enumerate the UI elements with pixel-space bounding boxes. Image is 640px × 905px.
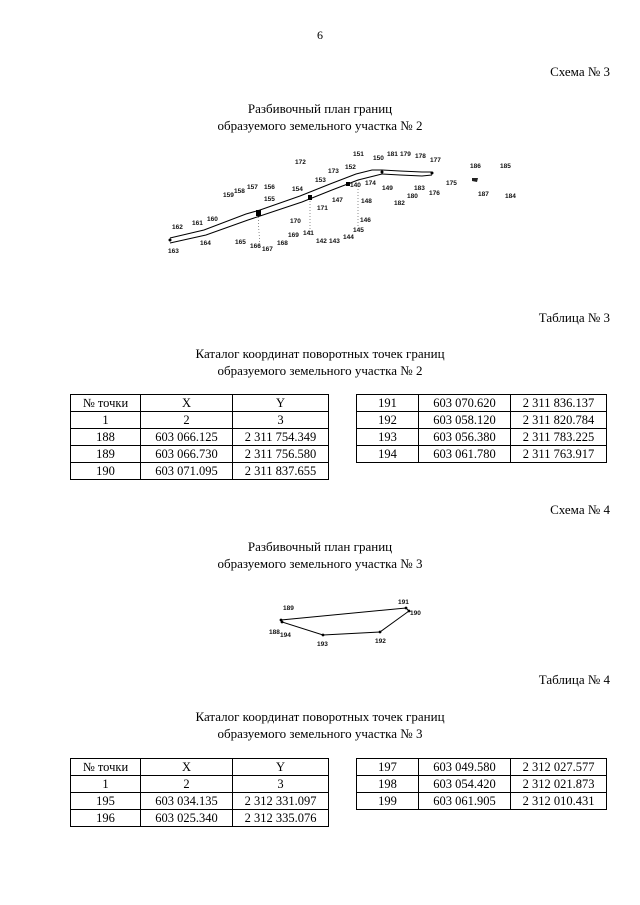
- table-header-row: [71, 759, 329, 776]
- page-number: 6: [317, 28, 323, 42]
- point-label: 184: [505, 193, 516, 200]
- point-label: 175: [446, 180, 457, 187]
- point-label: 155: [264, 196, 275, 203]
- table-colnum-row: [71, 776, 329, 793]
- cell: 190: [71, 463, 141, 480]
- cell: 603 034.135: [141, 793, 233, 810]
- cell: 188: [71, 429, 141, 446]
- marker: [322, 634, 325, 637]
- scheme4-point-labels: [269, 599, 421, 648]
- point-label: 159: [223, 192, 234, 199]
- cell: 2 311 837.655: [233, 463, 329, 480]
- scheme4-title: [0, 538, 640, 572]
- table-row: [357, 446, 607, 463]
- table4-title-line2: образуемого земельного участка № 3: [217, 726, 423, 741]
- table-row: [357, 776, 607, 793]
- point-label: 179: [400, 151, 411, 158]
- point-label: 174: [365, 180, 376, 187]
- parcel-3-boundary: [281, 608, 409, 635]
- point-label: 182: [394, 200, 405, 207]
- point-label: 180: [407, 193, 418, 200]
- point-label: 177: [430, 157, 441, 164]
- scheme3-title-line2: образуемого земельного участка № 2: [217, 118, 423, 133]
- point-label: 171: [317, 205, 328, 212]
- point-label: 166: [250, 243, 261, 250]
- cell: 195: [71, 793, 141, 810]
- scheme3-diagram: [160, 140, 530, 270]
- colnum-cell: 2: [141, 412, 233, 429]
- point-label: 189: [283, 605, 294, 612]
- point-label: 149: [382, 185, 393, 192]
- point-label: 153: [315, 177, 326, 184]
- cell: 2 311 836.137: [511, 395, 607, 412]
- cell: 603 058.120: [419, 412, 511, 429]
- point-label: 152: [345, 164, 356, 171]
- marker: [281, 621, 284, 624]
- cell: 603 066.730: [141, 446, 233, 463]
- table-colnum-row: [71, 412, 329, 429]
- point-label: 148: [361, 198, 372, 205]
- cell: 193: [357, 429, 419, 446]
- cell: 196: [71, 810, 141, 827]
- table3-right: [356, 394, 607, 463]
- point-label: 158: [234, 188, 245, 195]
- marker: [381, 171, 384, 174]
- cell: 603 070.620: [419, 395, 511, 412]
- table4-right: [356, 758, 607, 810]
- point-label: 172: [295, 159, 306, 166]
- marker: [431, 172, 434, 175]
- marker: [169, 239, 172, 242]
- cell: 2 311 763.917: [511, 446, 607, 463]
- cell: 194: [357, 446, 419, 463]
- point-label: 145: [353, 227, 364, 234]
- fragment-185-186: [472, 178, 478, 182]
- point-label: 170: [290, 218, 301, 225]
- point-label: 192: [375, 638, 386, 645]
- point-label: 162: [172, 224, 183, 231]
- marker: [256, 210, 261, 216]
- header-cell: X: [141, 759, 233, 776]
- scheme4-label: Схема № 4: [550, 502, 610, 517]
- point-label: 185: [500, 163, 511, 170]
- colnum-cell: 3: [233, 412, 329, 429]
- cell: 603 049.580: [419, 759, 511, 776]
- point-label: 150: [373, 155, 384, 162]
- cell: 603 061.905: [419, 793, 511, 810]
- cell: 603 054.420: [419, 776, 511, 793]
- cell: 2 312 331.097: [233, 793, 329, 810]
- header-cell: Y: [233, 395, 329, 412]
- cell: 197: [357, 759, 419, 776]
- table4-left: [70, 758, 329, 827]
- point-label: 163: [168, 248, 179, 255]
- table4-title: [0, 708, 640, 742]
- header-cell: № точки: [71, 759, 141, 776]
- table4-title-line1: Каталог координат поворотных точек границ: [195, 709, 445, 724]
- cell: 2 312 335.076: [233, 810, 329, 827]
- point-label: 151: [353, 151, 364, 158]
- table-row: [71, 793, 329, 810]
- point-label: 146: [360, 217, 371, 224]
- point-label: 161: [192, 220, 203, 227]
- point-label: 157: [247, 184, 258, 191]
- scheme3-label: Схема № 3: [550, 64, 610, 79]
- table3-title-line2: образуемого земельного участка № 2: [217, 363, 423, 378]
- point-label: 176: [429, 190, 440, 197]
- table-row: [71, 429, 329, 446]
- cell: 2 312 010.431: [511, 793, 607, 810]
- cell: 603 056.380: [419, 429, 511, 446]
- table-row: [357, 395, 607, 412]
- table-row: [71, 463, 329, 480]
- parcel-boundary-right: [382, 170, 432, 172]
- marker: [308, 195, 312, 200]
- table3-title: [0, 345, 640, 379]
- point-label: 144: [343, 234, 354, 241]
- table-row: [357, 759, 607, 776]
- header-cell: № точки: [71, 395, 141, 412]
- cell: 2 311 756.580: [233, 446, 329, 463]
- point-label: 190: [410, 610, 421, 617]
- cell: 192: [357, 412, 419, 429]
- header-cell: Y: [233, 759, 329, 776]
- point-label: 173: [328, 168, 339, 175]
- scheme3-point-labels: [168, 151, 516, 255]
- cell: 2 311 754.349: [233, 429, 329, 446]
- marker: [379, 631, 382, 634]
- scheme3-title-line1: Разбивочный план границ: [247, 101, 393, 116]
- cell: 603 071.095: [141, 463, 233, 480]
- cell: 189: [71, 446, 141, 463]
- cell: 603 025.340: [141, 810, 233, 827]
- marker: [405, 607, 408, 610]
- point-label: 193: [317, 641, 328, 648]
- header-cell: X: [141, 395, 233, 412]
- table-row: [71, 446, 329, 463]
- colnum-cell: 1: [71, 776, 141, 793]
- point-label: 160: [207, 216, 218, 223]
- table3-title-line1: Каталог координат поворотных точек границ: [195, 346, 445, 361]
- point-label: 147: [332, 197, 343, 204]
- colnum-cell: 2: [141, 776, 233, 793]
- cell: 2 312 021.873: [511, 776, 607, 793]
- point-label: 188: [269, 629, 280, 636]
- table-header-row: [71, 395, 329, 412]
- scheme3-title: [0, 100, 640, 134]
- cell: 2 312 027.577: [511, 759, 607, 776]
- table-row: [357, 412, 607, 429]
- parcel-boundary-right-lower: [382, 174, 432, 176]
- point-label: 143: [329, 238, 340, 245]
- point-label: 142: [316, 238, 327, 245]
- table3-left: [70, 394, 329, 480]
- scheme4-diagram: [265, 593, 435, 653]
- point-label: 191: [398, 599, 409, 606]
- colnum-cell: 1: [71, 412, 141, 429]
- table-row: [357, 429, 607, 446]
- scheme4-title-line1: Разбивочный план границ: [247, 539, 393, 554]
- point-label: 156: [264, 184, 275, 191]
- point-label: 187: [478, 191, 489, 198]
- point-label: 169: [288, 232, 299, 239]
- point-label: 167: [262, 246, 273, 253]
- point-label: 183: [414, 185, 425, 192]
- scheme3-plan-svg: [160, 140, 530, 270]
- table-row: [357, 793, 607, 810]
- cell: 198: [357, 776, 419, 793]
- point-label: 140: [350, 182, 361, 189]
- table4-label: Таблица № 4: [538, 672, 610, 687]
- point-label: 165: [235, 239, 246, 246]
- point-label: 178: [415, 153, 426, 160]
- point-label: 186: [470, 163, 481, 170]
- cell: 603 061.780: [419, 446, 511, 463]
- point-label: 141: [303, 230, 314, 237]
- table-row: [71, 810, 329, 827]
- scheme4-plan-svg: [265, 593, 435, 653]
- cell: 2 311 783.225: [511, 429, 607, 446]
- cell: 191: [357, 395, 419, 412]
- point-label: 168: [277, 240, 288, 247]
- point-markers: [280, 607, 411, 637]
- point-label: 181: [387, 151, 398, 158]
- colnum-cell: 3: [233, 776, 329, 793]
- scheme4-title-line2: образуемого земельного участка № 3: [217, 556, 423, 571]
- table3-label: Таблица № 3: [538, 310, 610, 325]
- point-label: 164: [200, 240, 211, 247]
- cell: 2 311 820.784: [511, 412, 607, 429]
- point-label: 194: [280, 632, 291, 639]
- parcel-boundary-upper: [170, 170, 382, 238]
- cell: 199: [357, 793, 419, 810]
- point-label: 154: [292, 186, 303, 193]
- cell: 603 066.125: [141, 429, 233, 446]
